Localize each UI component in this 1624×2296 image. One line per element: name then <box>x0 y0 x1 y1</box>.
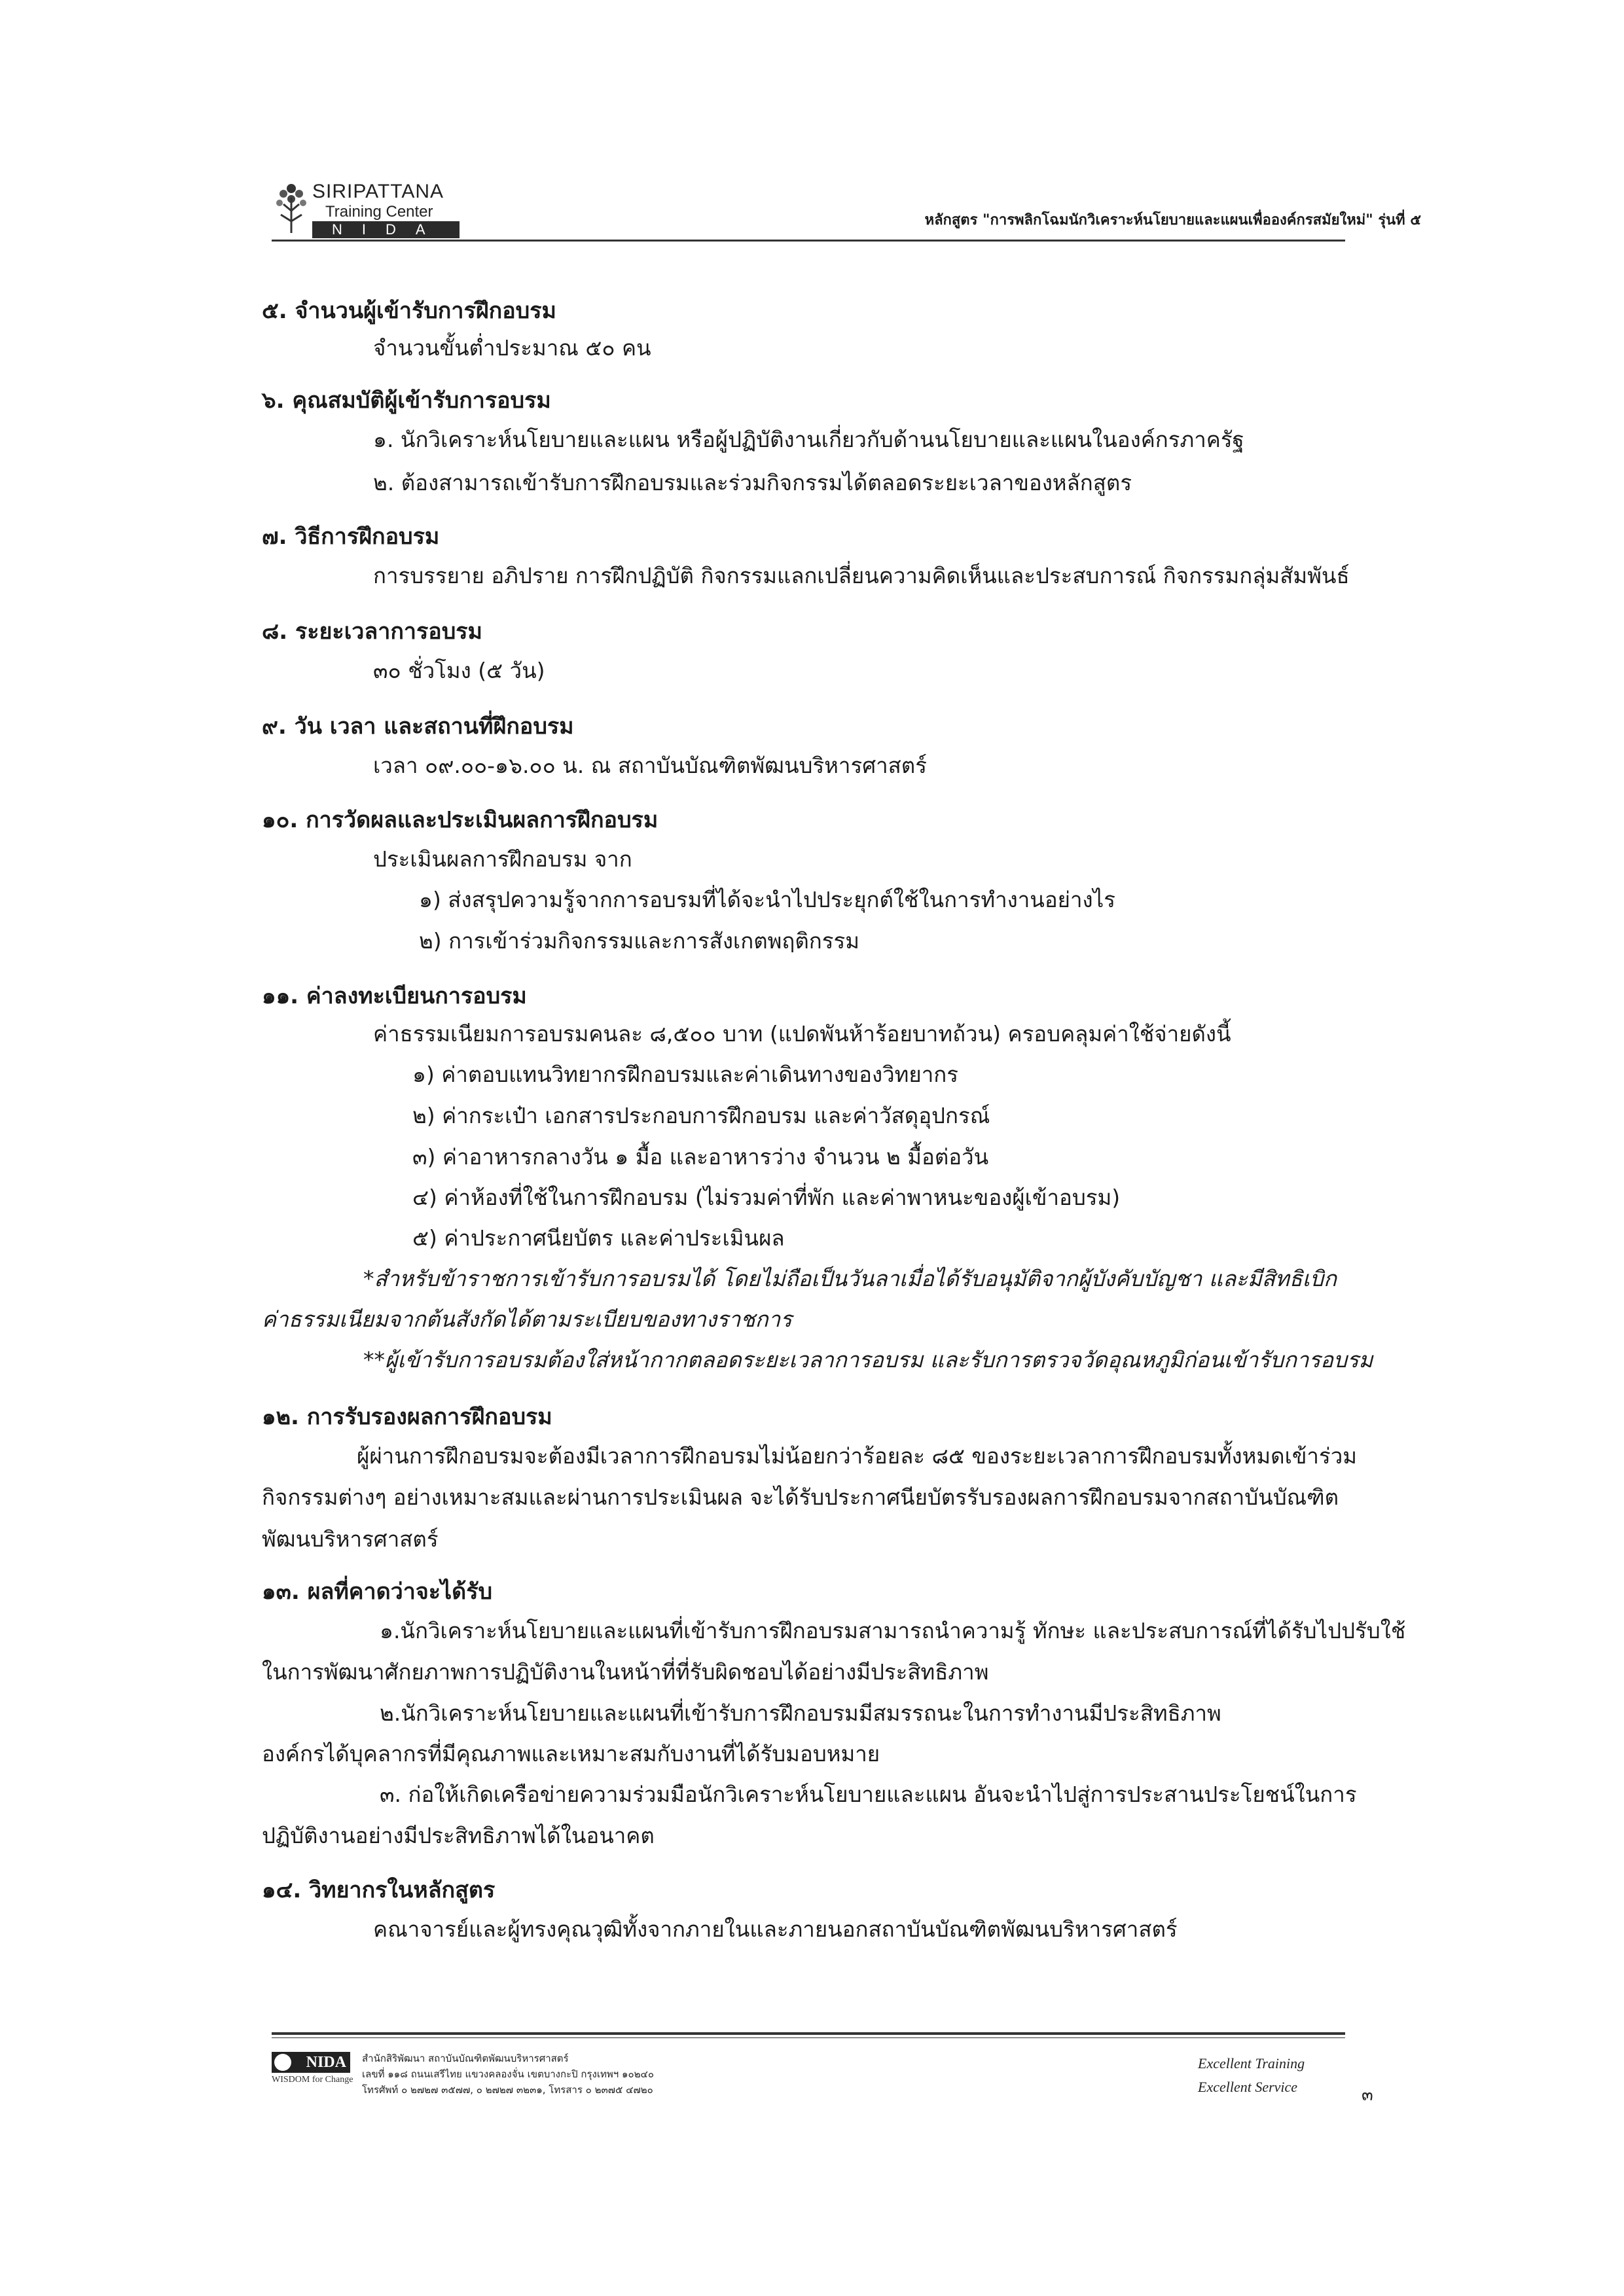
section-11-item: ๔) ค่าห้องที่ใช้ในการฝึกอบรม (ไม่รวมค่าที่พัก และค่าพาหนะของผู้เข้าอบรม) <box>412 1185 1121 1210</box>
tree-icon <box>272 178 311 238</box>
section-5-heading: ๕. จำนวนผู้เข้ารับการฝึกอบรม <box>262 298 556 324</box>
section-12-heading: ๑๒. การรับรองผลการฝึกอบรม <box>262 1404 552 1430</box>
section-10-heading: ๑๐. การวัดผลและประเมินผลการฝึกอบรม <box>262 807 659 833</box>
section-6-heading: ๖. คุณสมบัติผู้เข้ารับการอบรม <box>262 387 551 414</box>
section-13-line: ๒.นักวิเคราะห์นโยบายและแผนที่เข้ารับการฝึกอบรมมีสมรรถนะในการทำงานมีประสิทธิภาพ <box>380 1700 1221 1726</box>
section-11-item: ๒) ค่ากระเป๋า เอกสารประกอบการฝึกอบรม และค่าวัสดุอุปกรณ์ <box>412 1103 990 1128</box>
footer-address-1: สำนักสิริพัฒนา สถาบันบัณฑิตพัฒนบริหารศาสตร์ <box>362 2053 569 2064</box>
section-11-item: ๑) ค่าตอบแทนวิทยากรฝึกอบรมและค่าเดินทางของวิทยากร <box>412 1062 958 1087</box>
section-10-body: ประเมินผลการฝึกอบรม จาก <box>373 846 632 872</box>
section-14-heading: ๑๔. วิทยากรในหลักสูตร <box>262 1877 496 1903</box>
nida-logo-text: NIDA <box>306 2054 346 2071</box>
section-13-line: ในการพัฒนาศักยภาพการปฏิบัติงานในหน้าที่ที่รับผิดชอบได้อย่างมีประสิทธิภาพ <box>262 1659 989 1685</box>
nida-tagline: WISDOM for Change <box>272 2075 353 2085</box>
section-13-line: องค์กรได้บุคลากรที่มีคุณภาพและเหมาะสมกับงานที่ได้รับมอบหมาย <box>262 1741 880 1767</box>
section-12-line: กิจกรรมต่างๆ อย่างเหมาะสมและผ่านการประเมินผล จะได้รับประกาศนียบัตรรับรองผลการฝึกอบรมจากสถาบันบัณฑิต <box>262 1484 1339 1510</box>
section-10-item: ๑) ส่งสรุปความรู้จากการอบรมที่ได้จะนำไปประยุกต์ใช้ในการทำงานอย่างไร <box>419 887 1115 912</box>
course-title: หลักสูตร "การพลิกโฉมนักวิเคราะห์นโยบายและแผนเพื่อองค์กรสมัยใหม่" รุ่นที่ ๕ <box>924 212 1421 228</box>
section-7-body: การบรรยาย อภิปราย การฝึกปฏิบัติ กิจกรรมแลกเปลี่ยนความคิดเห็นและประสบการณ์ กิจกรรมกลุ่มสัมพันธ์ <box>373 563 1350 588</box>
footer-address-3: โทรศัพท์ ๐ ๒๗๒๗ ๓๕๗๗, ๐ ๒๗๒๗ ๓๒๓๑, โทรสาร ๐ ๒๓๗๕ ๔๗๒๐ <box>362 2084 653 2096</box>
section-6-item: ๑. นักวิเคราะห์นโยบายและแผน หรือผู้ปฏิบัติงานเกี่ยวกับด้านนโยบายและแผนในองค์กรภาครัฐ <box>373 427 1244 452</box>
section-11-item: ๓) ค่าอาหารกลางวัน ๑ มื้อ และอาหารว่าง จำนวน ๒ มื้อต่อวัน <box>412 1144 989 1170</box>
section-13-line: ปฏิบัติงานอย่างมีประสิทธิภาพได้ในอนาคต <box>262 1823 655 1848</box>
siripattana-logo <box>272 178 461 238</box>
section-11-note: *สำหรับข้าราชการเข้ารับการอบรมได้ โดยไม่ถือเป็นวันลาเมื่อได้รับอนุมัติจากผู้บังคับบัญชา และมีสิทธิเบิก <box>363 1266 1337 1291</box>
page-number: ๓ <box>1362 2085 1373 2105</box>
section-8-heading: ๘. ระยะเวลาการอบรม <box>262 619 482 645</box>
org-bar: NIDA <box>312 221 460 238</box>
section-12-line: ผู้ผ่านการฝึกอบรมจะต้องมีเวลาการฝึกอบรมไม่น้อยกว่าร้อยละ ๘๕ ของระยะเวลาการฝึกอบรมทั้งหมดเข้าร่วม <box>357 1443 1357 1469</box>
section-9-body: เวลา ๐๙.๐๐-๑๖.๐๐ น. ณ สถาบันบัณฑิตพัฒนบริหารศาสตร์ <box>373 753 927 778</box>
org-subtitle: Training Center <box>325 203 433 221</box>
nida-emblem-icon <box>274 2054 291 2071</box>
section-11-note-2: **ผู้เข้ารับการอบรมต้องใส่หน้ากากตลอดระยะเวลาการอบรม และรับการตรวจวัดอุณหภูมิก่อนเข้ารับการอบรม <box>363 1347 1373 1372</box>
nida-logo <box>272 2052 350 2073</box>
org-name: SIRIPATTANA <box>312 181 444 202</box>
section-13-line: ๓. ก่อให้เกิดเครือข่ายความร่วมมือนักวิเคราะห์นโยบายและแผน อันจะนำไปสู่การประสานประโยชน์ในการ <box>380 1782 1357 1807</box>
section-10-item: ๒) การเข้าร่วมกิจกรรมและการสังเกตพฤติกรรม <box>419 928 859 954</box>
section-13-line: ๑.นักวิเคราะห์นโยบายและแผนที่เข้ารับการฝึกอบรมสามารถนำความรู้ ทักษะ และประสบการณ์ที่ได้รับไปปรับใช้ <box>380 1618 1406 1643</box>
section-5-body: จำนวนขั้นต่ำประมาณ ๕๐ คน <box>373 335 651 361</box>
header-rule <box>272 240 1345 242</box>
section-13-heading: ๑๓. ผลที่คาดว่าจะได้รับ <box>262 1579 493 1605</box>
section-9-heading: ๙. วัน เวลา และสถานที่ฝึกอบรม <box>262 713 574 740</box>
footer-slogan-2: Excellent Service <box>1198 2079 1298 2095</box>
footer-rule-thin <box>272 2037 1345 2038</box>
section-6-item: ๒. ต้องสามารถเข้ารับการฝึกอบรมและร่วมกิจกรรมได้ตลอดระยะเวลาของหลักสูตร <box>373 470 1132 495</box>
section-11-item: ๕) ค่าประกาศนียบัตร และค่าประเมินผล <box>412 1225 785 1251</box>
footer-rule <box>272 2032 1345 2035</box>
section-12-line: พัฒนบริหารศาสตร์ <box>262 1526 439 1552</box>
section-7-heading: ๗. วิธีการฝึกอบรม <box>262 524 440 550</box>
section-11-note-cont: ค่าธรรมเนียมจากต้นสังกัดได้ตามระเบียบของทางราชการ <box>262 1306 792 1332</box>
section-8-body: ๓๐ ชั่วโมง (๕ วัน) <box>373 658 545 683</box>
section-14-body: คณาจารย์และผู้ทรงคุณวุฒิทั้งจากภายในและภายนอกสถาบันบัณฑิตพัฒนบริหารศาสตร์ <box>373 1916 1178 1942</box>
footer-address-2: เลขที่ ๑๑๘ ถนนเสรีไทย แขวงคลองจั่น เขตบางกะปิ กรุงเทพฯ ๑๐๒๔๐ <box>362 2068 655 2080</box>
footer-slogan-1: Excellent Training <box>1198 2055 1305 2072</box>
section-11-heading: ๑๑. ค่าลงทะเบียนการอบรม <box>262 983 527 1009</box>
section-11-body: ค่าธรรมเนียมการอบรมคนละ ๘,๕๐๐ บาท (แปดพันห้าร้อยบาทถ้วน) ครอบคลุมค่าใช้จ่ายดังนี้ <box>373 1021 1231 1047</box>
